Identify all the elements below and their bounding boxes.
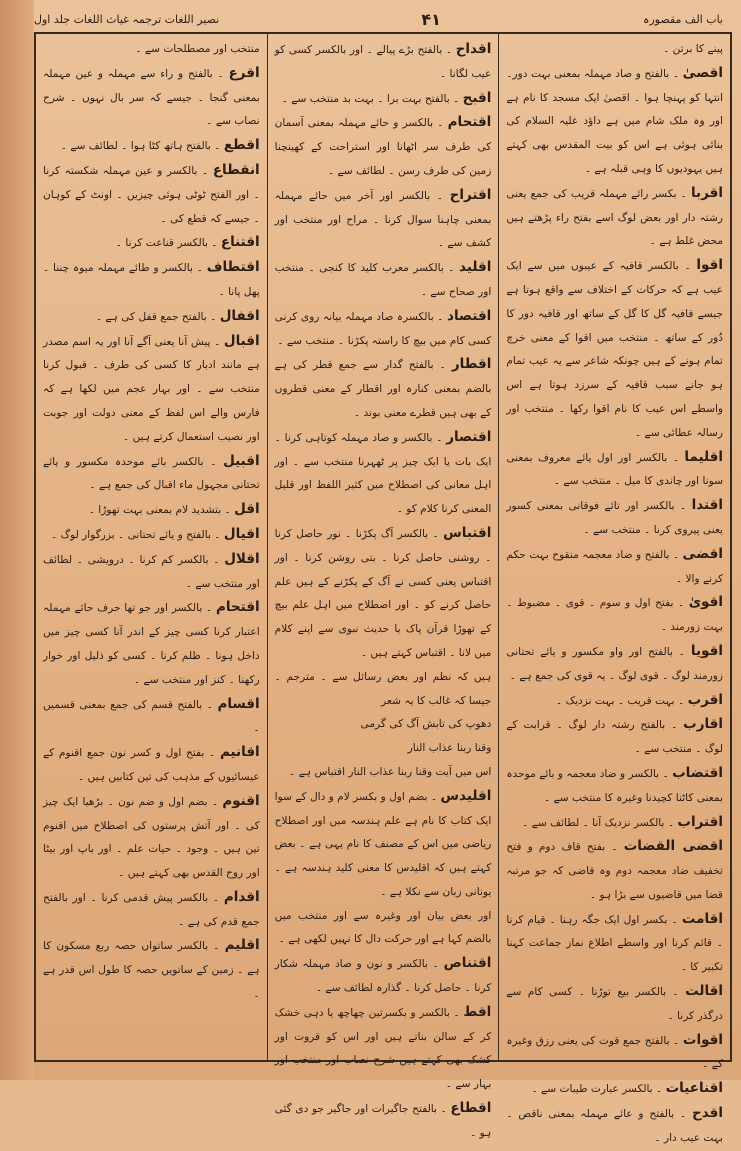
entry-definition: بالکسر و حائے مہملہ بمعنی آسمان کی طرف سر اٹھانا اور استراحت کے کھینچنا زمین کی طرف رسن ۔ لطائف سے ۔: [274, 117, 492, 177]
dictionary-entry: اقلید ۔ بالکسر معرب کلید کا کنجی ۔ منتخب اور صحاح سے ۔: [274, 259, 492, 298]
entry-definition: بالکسر اور اول یائے معروف بمعنی سونا اور چاندی کا میل ۔ منتخب سے ۔: [506, 451, 723, 488]
dictionary-entry: اقناعیات ۔ بالکسر عبارت طیبات سے ۔: [531, 1080, 723, 1097]
page-number: ۴۱: [421, 9, 441, 29]
dictionary-entry: اقتطاف ۔ بالکسر و طائے مہملہ میوہ چننا ۔ پھل پانا ۔: [42, 259, 260, 298]
text-frame: [34, 32, 732, 1144]
dictionary-entry: اقامت ۔ بکسر اول ایک جگہ رہنا ۔ قیام کرنا ۔ قائم کرنا اور واسطے اطلاع نماز جماعت کہنا تکبیر کا ۔: [506, 910, 723, 974]
dictionary-entry: اقتناص ۔ بالکسر و نون و صاد مہملہ شکار کرنا ۔ حاصل کرنا ۔ گذارہ لطائف سے ۔: [274, 955, 492, 995]
dictionary-entry: اقداح ۔ بالفتح بڑے پیالے ۔ اور بالکسر کسی کو عیب لگانا ۔: [274, 41, 492, 80]
entry-definition: اس میں آیت وقنا ربنا عذاب النار اقتباس ہے ۔: [289, 765, 492, 778]
entry-headword: اقسام: [217, 695, 260, 712]
entry-headword: اقویا: [690, 642, 723, 659]
dictionary-entry: اقبح ۔ بالفتح بہت برا ۔ بہت بد منتخب سے ۔: [281, 89, 492, 106]
entry-headword: اقداح: [455, 41, 492, 57]
entry-headword: اقتدا: [691, 497, 723, 514]
dictionary-entry: اقویا ۔ بالفتح اور واو مکسور و یائے تحتانی زورمند لوگ ۔ قوی لوگ ۔ یہ قوی کی جمع ہے ۔: [506, 642, 723, 682]
entry-definition: بالفتح و ضاد معجمہ منقوح بہت حکم کرنے والا ۔: [506, 548, 723, 585]
dictionary-entry: اقلیما ۔ بالکسر اور اول یائے معروف بمعنی سونا اور چاندی کا میل ۔ منتخب سے ۔: [506, 448, 723, 488]
dictionary-entry: [275, 761, 492, 785]
dictionary-entry: اقنوم ۔ بضم اول و ضم نون ۔ بڑھیا ایک چیز کی ۔ اور آتش پرستوں کی اصطلاح میں اقنوم تین ہیں ۔ وجود ۔ حیات علم ۔ اور باپ اور بیٹا اور روح القدس بھی کہتے ہیں ۔: [42, 792, 260, 880]
dictionary-entry: اقتصار ۔ بالکسر و صاد مہملہ کوتاہی کرنا ۔ ایک بات یا ایک چیز پر ٹھہرنا منتخب سے ۔ اور اہل معانی کی اصطلاح میں کثیر اللفظ اور قلیل المعنی کرنا کلام کو ۔: [274, 428, 492, 516]
entry-headword: اقلیدس: [440, 787, 492, 804]
entry-definition: بالفتح جمع قوت کی یعنی رزق وغیرہ کے ۔: [506, 1034, 723, 1071]
header-right-title: باب الف مقصورہ: [643, 12, 723, 26]
entry-headword: اقضی القضات: [623, 838, 723, 855]
entry-definition: بالفتح جاگیرات اور جاگیر جو دی گئی ہو ۔: [274, 1103, 492, 1139]
entry-definition: بضم اول و ضم نون ۔ بڑھیا ایک چیز کی ۔ اور آتش پرستوں کی اصطلاح میں اقنوم تین ہیں ۔ وجود ۔ حیات علم ۔ اور باپ اور بیٹا اور روح القدس بھی کہتے ہیں ۔: [42, 795, 260, 880]
entry-definition: بکسر رائے مہملہ قریب کی جمع یعنی رشتہ دار اور بعض لوگ اسے بفتح راء پڑھتے ہیں محض غلط ہے ۔: [506, 187, 723, 248]
dictionary-entry: [43, 38, 260, 62]
column-middle: [268, 34, 500, 1139]
entry-definition: بالفتح و عائے مہملہ بمعنی ناقص ۔ بہت عیب دار ۔: [506, 1108, 723, 1144]
entry-definition: بالکسر و نون و صاد مہملہ شکار کرنا ۔ حاصل کرنا ۔ گذارہ لطائف سے ۔: [274, 958, 492, 995]
entry-headword: اقتضاب: [672, 764, 723, 781]
entry-headword: اقلیما: [684, 448, 723, 465]
dictionary-entry: اقلال ۔ بالکسر کم کرنا ۔ درویشی ۔ لطائف اور منتخب سے ۔: [42, 550, 260, 590]
dictionary-entry: اقانیم ۔ بفتح اول و کسر نون جمع اقنوم کے عیسائیوں کے مذہب کی تین کتابیں ہیں ۔: [42, 744, 260, 783]
dictionary-entry: اقارب ۔ بالفتح رشتہ دار لوگ ۔ قرابت کے لوگ ۔ منتخب سے ۔: [506, 716, 723, 756]
dictionary-entry: اقدام ۔ بالکسر پیش قدمی کرنا ۔ اور بالفتح جمع قدم کی ہے ۔: [42, 888, 260, 928]
entry-headword: اقط: [463, 1003, 492, 1020]
entry-headword: اقفال: [219, 307, 260, 324]
entry-definition: بکسر اول ایک جگہ رہنا ۔ قیام کرنا ۔ قائم کرنا اور واسطے اطلاع نماز جماعت کہنا تکبیر کا ۔: [506, 913, 723, 974]
entry-definition: بالکسرہ صاد مہملہ بیانہ روی کرنی کسی کام میں بیچ کا راستہ پکڑنا ۔ منتخب سے ۔: [274, 310, 492, 347]
dictionary-entry: اقوات ۔ بالفتح جمع قوت کی یعنی رزق وغیرہ کے ۔: [506, 1031, 723, 1071]
dictionary-entry: اقرع ۔ بالفتح و راء سے مہملہ و عین مہملہ بمعنی گنجا ۔ جیسے کہ سر بال نہوں ۔ شرح نصاب سے ۔: [42, 64, 260, 128]
entry-headword: اقتصار: [446, 428, 492, 445]
entry-definition: بالکسر اور آخر میں حائے مہملہ بمعنی چاہنا سوال کرنا ۔ مراح اور منتخب اور کشف سے ۔: [274, 189, 492, 250]
dictionary-entry: اقضی ۔ بالفتح و ضاد معجمہ منقوح بہت حکم کرنے والا ۔: [506, 545, 723, 585]
entry-headword: اقتطاف: [206, 259, 260, 276]
entry-headword: اقتباس: [443, 524, 492, 541]
entry-definition: بفتح قاف دوم و فتح تخفیف ضاد معجمہ دوم وہ قاضی کہ جو مرتبہ قضا میں قاضیوں سے بڑا ہو ۔: [506, 841, 723, 901]
entry-definition: بالکسر نزدیک آنا ۔ لطائف سے ۔: [522, 816, 665, 829]
dictionary-entry: اقل ۔ بتشدید لام بمعنی بہت تھوڑا ۔: [88, 501, 260, 518]
entry-headword: اقتراب: [677, 813, 723, 830]
dictionary-entry: [275, 905, 492, 953]
entry-headword: اقتناع: [220, 234, 260, 251]
entry-headword: اقبیل: [223, 452, 260, 469]
dictionary-entry: اقویٰ ۔ بفتح اول و سوم ۔ قوی ۔ مضبوط ۔ بہت زورمند ۔: [506, 594, 723, 634]
entry-definition: بالکسر آگ پکڑنا ۔ نور حاصل کرنا ۔ روشنی حاصل کرنا ۔ بتی روشن کرنا ۔ اور اقتباس یعنی کسی نے آگ کے پکڑنے کے ہیں علم حاصل کرنے کو ۔ اور اصطلاح میں اہل علم بیچ کے تھوڑا قرآن پاک یا حدیث نبوی سے اپنے کلام میں لانا ۔ اقتباس کہتے ہیں ۔: [274, 527, 492, 659]
entry-headword: اقنوم: [222, 792, 260, 809]
entry-definition: بالفتح ہاتھ کٹا ہوا ۔ لطائف سے ۔: [60, 140, 211, 153]
entry-headword: اقدام: [223, 888, 260, 905]
entry-headword: اقبح: [462, 89, 492, 106]
dictionary-entry: انقطاع ۔ بالکسر و عین مہملہ شکستہ کرنا ۔ اور الفتح ٹوٹی ہوئی چیزیں ۔ اونٹ کے کوہان ۔ جیسے کہ قطع کی ۔: [42, 161, 260, 225]
entry-definition: بالکسر معرب کلید کا کنجی ۔ منتخب اور صحاح سے ۔: [274, 262, 492, 298]
entry-definition: بفتح اول و سوم ۔ قوی ۔ مضبوط ۔ بہت زورمند ۔: [506, 597, 723, 634]
dictionary-entry: اقطار ۔ بالفتح گدار سے جمع قطر کی ہے بالضم بمعنی کنارہ اور اقطار کے معنی قطروں کے بھی ہیں قطرے معنی بوند ۔: [274, 356, 492, 419]
page-header: [34, 6, 723, 32]
dictionary-entry: اقتناع ۔ بالکسر قناعت کرنا ۔: [115, 234, 260, 251]
entry-definition: دھوپ کی تابش آگ کی گرمی: [360, 718, 492, 731]
entry-definition: بالفتح و صاد مہملہ بمعنی بہت دور۔ انتہا کو پہنچا ہوا ۔ اقصیٰ ایک مسجد کا نام ہے اور وہ ملک شام میں ہے داؤد علیہ السلام کی بنائی ہوئی ہے اس کو بیت المقدس بھی کہتے ہیں یہودیوں کا وہی قبلہ ہے ۔: [506, 67, 723, 175]
dictionary-entry: اقرب ۔ بہت قریب ۔ بہت نزدیک ۔: [556, 691, 723, 708]
dictionary-entry: اقالت ۔ بالکسر بیع توڑنا ۔ کسی کام سے درگذر کرنا ۔: [506, 983, 723, 1022]
entry-definition: پیش آنا یعنی آگے آنا اور یہ اسم مصدر ہے مانند ادبار کا کسی کی طرف ۔ قبول کرنا منتخب سے ۔ اور بہار عجم میں لکھا ہے کہ فارس والے اس لفظ کے معنی دولت اور جوبت اور نصیب استعمال کرتے ہیں ۔: [42, 335, 260, 443]
dictionary-entry: اقتدا ۔ بالکسر اور تائے فوقانی بمعنی کسور یعنی پیروی کرنا ۔ منتخب سے ۔: [506, 497, 723, 536]
entry-definition: بالفتح گدار سے جمع قطر کی ہے بالضم بمعنی کنارہ اور اقطار کے معنی قطروں کے بھی ہیں قطرے معنی بوند ۔: [274, 359, 492, 419]
entry-definition: بالفتح رشتہ دار لوگ ۔ قرابت کے لوگ ۔ منتخب سے ۔: [506, 719, 723, 756]
entry-headword: اقتحام: [447, 114, 492, 131]
header-left-title: نصیر اللغات ترجمہ غیاث اللغات جلد اول: [34, 12, 220, 26]
dictionary-entry: اقطع ۔ بالفتح ہاتھ کٹا ہوا ۔ لطائف سے ۔: [60, 137, 260, 154]
entry-definition: ہیں کہ نظم اور بعض رسائل سے ۔ مترجم ۔ جیسا کہ غالب کا یہ شعر: [274, 670, 492, 707]
entry-definition: بالکسر و صاد مہملہ کوتاہی کرنا ۔ ایک بات یا ایک چیز پر ٹھہرنا منتخب سے ۔ اور اہل معانی کی اصطلاح میں کثیر اللفظ اور قلیل المعنی کرنا کلام کو ۔: [274, 431, 492, 516]
entry-definition: بالکسر بیع توڑنا ۔ کسی کام سے درگذر کرنا ۔: [506, 986, 723, 1022]
dictionary-entry: اقوا ۔ بالکسر قافیہ کے عیبوں میں سے ایک عیب ہے کہ حرکات کے اختلاف سے واقع ہوتا ہے جیسے قافیہ گل کا گل کے ساتھ اور قافیہ دور کا دُور کے ساتھ ۔ منتخب میں اقوا کے معنی خرچ تمام ہونے کے ہیں چونکہ شاعر سے یہ عیب تمام ہو جانے سبب قافیہ کے سرزد ہوتا ہے اس واسطے اس عیب کا نام اقوا رکھا ۔ منتخب اور رسالہ عطائی سے ۔: [506, 257, 723, 439]
entry-headword: اقلال: [224, 550, 260, 567]
dictionary-entry: [275, 666, 492, 714]
entry-headword: اقتناص: [443, 955, 492, 972]
dictionary-entry: اقدح ۔ بالفتح و عائے مہملہ بمعنی ناقص ۔ بہت عیب دار ۔: [506, 1105, 723, 1144]
entry-headword: انقطاع: [212, 161, 260, 178]
dictionary-entry: اقیال ۔ بالفتح و یائے تحتانی ۔ بزرگوار لوگ ۔: [51, 525, 260, 542]
entry-definition: بالفتح جمع قفل کی ہے ۔: [95, 310, 207, 323]
entry-headword: اقناعیات: [665, 1080, 723, 1097]
entry-headword: اقانیم: [219, 744, 260, 761]
column-right: [499, 34, 730, 1144]
dictionary-entry: اقبال ۔ پیش آنا یعنی آگے آنا اور یہ اسم مصدر ہے مانند ادبار کا کسی کی طرف ۔ قبول کرنا منتخب سے ۔ اور بہار عجم میں لکھا ہے کہ فارس والے اس لفظ کے معنی دولت اور جوبت اور نصیب استعمال کرتے ہیں ۔: [42, 332, 260, 443]
entry-headword: اقالت: [685, 983, 723, 1000]
dictionary-entry: اقتحام ۔ بالکسر اور جو تھا حرف حائے مہملہ اعتبار کرنا کسی چیز کے اندر آنا کسی چیز میں داخل ہونا ۔ ظلم کرنا ۔ کسی کو ذلیل اور خوار رکھنا ۔ کنز اور منتخب سے ۔: [42, 599, 260, 686]
entry-definition: بالکسر و ضاد معجمہ و بائے موحدہ بمعنی کاٹنا کچیدنا وغیرہ کا منتخب سے ۔: [506, 767, 723, 804]
entry-headword: اقیال: [223, 525, 260, 542]
entry-definition: بالفتح قسم کی جمع بمعنی قسمیں ۔: [42, 698, 260, 735]
column-left: [36, 34, 268, 1060]
dictionary-entry: اقط ۔ بالکسر و بکسرتین چھاچھ یا دہی خشک کر کے سالن بناتے ہیں اور اس کو قروت اور کشک بھی کہتے ہیں شرح نصاب اور منتخب اور بہار سے ۔: [274, 1003, 492, 1091]
dictionary-entry: [506, 38, 723, 62]
dictionary-entry: اقتصاد ۔ بالکسرہ صاد مہملہ بیانہ روی کرنی کسی کام میں بیچ کا راستہ پکڑنا ۔ منتخب سے ۔: [274, 307, 492, 347]
entry-headword: اقصیٰ: [682, 64, 723, 81]
dictionary-entry: [275, 713, 492, 737]
entry-headword: اقوا: [696, 257, 723, 274]
entry-definition: بالفتح بہت برا ۔ بہت بد منتخب سے ۔: [281, 92, 450, 105]
entry-definition: وقنا ربنا عذاب النار: [407, 742, 492, 755]
dictionary-entry: اقبیل ۔ بالکسر بائے موحدہ مکسور و یائے تحتانی مجہول ماء اقبال کی جمع ہے ۔: [42, 452, 260, 492]
entry-headword: اقرع: [228, 64, 260, 81]
entry-definition: بالکسر و طائے مہملہ میوہ چننا ۔ پھل پانا ۔: [42, 262, 260, 298]
entry-definition: منتخب اور مصطلحات سے ۔: [135, 43, 260, 55]
entry-definition: پینے کا برتن ۔: [663, 43, 723, 55]
entry-definition: بالکسر عبارت طیبات سے ۔: [531, 1083, 653, 1096]
entry-headword: اقوات: [682, 1031, 723, 1048]
entry-definition: بالکسر اور تائے فوقانی بمعنی کسور یعنی پیروی کرنا ۔ منتخب سے ۔: [506, 500, 723, 536]
dictionary-entry: اقلیدس ۔ بضم اول و بکسر لام و دال کے سوا ایک کتاب کا نام ہے علم ہندسہ میں اور اصطلاح ریاضی میں اس کے مصنف کا نام یہی ہے ۔ بعض کہتے ہیں کہ اقلیدس کا معنی کلید ہندسہ ہے ۔ یونانی زبان سے نکلا ہے ۔: [274, 787, 492, 898]
entry-headword: اقربا: [690, 184, 723, 201]
entry-definition: بالکسر اور جو تھا حرف حائے مہملہ اعتبار کرنا کسی چیز کے اندر آنا کسی چیز میں داخل ہونا ۔ ظلم کرنا ۔ کسی کو ذلیل اور خوار رکھنا ۔ کنز اور منتخب سے ۔: [42, 602, 260, 686]
page-margin: [0, 0, 34, 1080]
entry-headword: اقارب: [683, 716, 723, 733]
dictionary-entry: اقربا ۔ بکسر رائے مہملہ قریب کی جمع یعنی رشتہ دار اور بعض لوگ اسے بفتح راء پڑھتے ہیں محض غلط ہے ۔: [506, 184, 723, 248]
entry-definition: بالفتح اور واو مکسور و یائے تحتانی زورمند لوگ ۔ قوی لوگ ۔ یہ قوی کی جمع ہے ۔: [506, 645, 723, 682]
entry-headword: اقل: [234, 501, 260, 518]
entry-definition: بالکسر و بکسرتین چھاچھ یا دہی خشک کر کے سالن بناتے ہیں اور اس کو قروت اور کشک بھی کہتے ہیں شرح نصاب اور منتخب اور بہار سے ۔: [274, 1006, 492, 1091]
dictionary-entry: اقتباس ۔ بالکسر آگ پکڑنا ۔ نور حاصل کرنا ۔ روشنی حاصل کرنا ۔ بتی روشن کرنا ۔ اور اقتباس یعنی کسی نے آگ کے پکڑنے کے ہیں علم حاصل کرنے کو ۔ اور اصطلاح میں اہل علم بیچ کے تھوڑا قرآن پاک یا حدیث نبوی سے اپنے کلام میں لانا ۔ اقتباس کہتے ہیں ۔: [274, 524, 492, 659]
dictionary-entry: اقتراب ۔ بالکسر نزدیک آنا ۔ لطائف سے ۔: [522, 813, 723, 830]
entry-definition: بالکسر بائے موحدہ مکسور و یائے تحتانی مجہول ماء اقبال کی جمع ہے ۔: [42, 455, 260, 492]
dictionary-entry: اقصیٰ ۔ بالفتح و صاد مہملہ بمعنی بہت دور۔ انتہا کو پہنچا ہوا ۔ اقصیٰ ایک مسجد کا نام ہے اور وہ ملک شام میں ہے داؤد علیہ السلام کی بنائی ہوئی ہے اس کو بیت المقدس بھی کہتے ہیں یہودیوں کا وہی قبلہ ہے ۔: [506, 64, 723, 175]
entry-definition: بالفتح بڑے پیالے ۔ اور بالکسر کسی کو عیب لگانا ۔: [274, 44, 492, 80]
entry-definition: بالفتح و راء سے مہملہ و عین مہملہ بمعنی گنجا ۔ جیسے کہ سر بال نہوں ۔ شرح نصاب سے ۔: [42, 67, 260, 128]
entry-definition: بالکسر پیش قدمی کرنا ۔ اور بالفتح جمع قدم کی ہے ۔: [42, 891, 260, 928]
dictionary-entry: [275, 737, 492, 761]
entry-headword: اقضی: [682, 545, 723, 562]
entry-headword: اقبال: [223, 332, 260, 349]
dictionary-entry: اقتراح ۔ بالکسر اور آخر میں حائے مہملہ بمعنی چاہنا سوال کرنا ۔ مراح اور منتخب اور کشف سے ۔: [274, 186, 492, 250]
dictionary-entry: اقتضاب ۔ بالکسر و ضاد معجمہ و بائے موحدہ بمعنی کاٹنا کچیدنا وغیرہ کا منتخب سے ۔: [506, 764, 723, 804]
entry-definition: بتشدید لام بمعنی بہت تھوڑا ۔: [88, 504, 222, 517]
entry-definition: بہت قریب ۔ بہت نزدیک ۔: [556, 694, 675, 707]
entry-headword: اقطار: [451, 356, 492, 373]
entry-definition: بالکسر قناعت کرنا ۔: [115, 237, 208, 250]
entry-headword: اقویٰ: [688, 594, 723, 611]
entry-headword: اقامت: [681, 910, 723, 927]
entry-headword: اقرب: [687, 691, 723, 708]
entry-definition: بالکسر ساتواں حصہ ربع مسکون کا ہے ۔ زمین کے ساتویں حصہ کا طول اس قدر ہے ۔: [42, 940, 260, 1001]
entry-headword: اقطع: [223, 137, 260, 154]
entry-definition: بالکسر قافیہ کے عیبوں میں سے ایک عیب ہے کہ حرکات کے اختلاف سے واقع ہوتا ہے جیسے قافیہ گل کا گل کے ساتھ اور قافیہ دور کا دُور کے ساتھ ۔ منتخب میں اقوا کے معنی خرچ تمام ہونے کے ہیں چونکہ شاعر سے یہ عیب تمام ہو جانے سبب قافیہ کے سرزد ہوتا ہے اس واسطے اس عیب کا نام اقوا رکھا ۔ منتخب اور رسالہ عطائی سے ۔: [506, 260, 723, 439]
entry-headword: اقتراح: [449, 186, 492, 203]
dictionary-entry: اقطاع ۔ بالفتح جاگیرات اور جاگیر جو دی گئی ہو ۔: [274, 1100, 492, 1139]
entry-definition: اور بعض بیان اور وغیرہ سے اور منتخب میں بالضم کہا ہے اور حرکت دال کا نہیں لکھی ہے ۔: [274, 909, 492, 946]
entry-definition: بضم اول و بکسر لام و دال کے سوا ایک کتاب کا نام ہے علم ہندسہ میں اور اصطلاح ریاضی میں اس کے مصنف کا نام یہی ہے ۔ بعض کہتے ہیں کہ اقلیدس کا معنی کلید ہندسہ ہے ۔ یونانی زبان سے نکلا ہے ۔: [274, 790, 492, 898]
entry-definition: بالفتح و یائے تحتانی ۔ بزرگوار لوگ ۔: [51, 528, 211, 541]
entry-headword: اقطاع: [450, 1100, 492, 1117]
entry-definition: بالکسر و عین مہملہ شکستہ کرنا ۔ اور الفتح ٹوٹی ہوئی چیزیں ۔ اونٹ کے کوہان ۔ جیسے کہ قطع کی ۔: [42, 164, 260, 225]
dictionary-entry: اقتحام ۔ بالکسر و حائے مہملہ بمعنی آسمان کی طرف سر اٹھانا اور استراحت کے کھینچنا زمین کی طرف رسن ۔ لطائف سے ۔: [274, 114, 492, 177]
entry-headword: اقتصاد: [447, 307, 492, 324]
dictionary-entry: اقضی القضات ۔ بفتح قاف دوم و فتح تخفیف ضاد معجمہ دوم وہ قاضی کہ جو مرتبہ قضا میں قاضیوں سے بڑا ہو ۔: [506, 838, 723, 901]
dictionary-entry: اقسام ۔ بالفتح قسم کی جمع بمعنی قسمیں ۔: [42, 695, 260, 735]
entry-headword: اقتحام: [215, 599, 260, 616]
entry-headword: اقلیم: [224, 937, 260, 954]
dictionary-entry: اقفال ۔ بالفتح جمع قفل کی ہے ۔: [95, 307, 260, 324]
entry-definition: بالکسر کم کرنا ۔ درویشی ۔ لطائف اور منتخب سے ۔: [42, 553, 260, 590]
entry-definition: بفتح اول و کسر نون جمع اقنوم کے عیسائیوں کے مذہب کی تین کتابیں ہیں ۔: [42, 747, 260, 783]
entry-headword: اقلید: [459, 259, 492, 276]
entry-headword: اقدح: [692, 1105, 723, 1122]
dictionary-entry: اقلیم ۔ بالکسر ساتواں حصہ ربع مسکون کا ہے ۔ زمین کے ساتویں حصہ کا طول اس قدر ہے ۔: [42, 937, 260, 1001]
